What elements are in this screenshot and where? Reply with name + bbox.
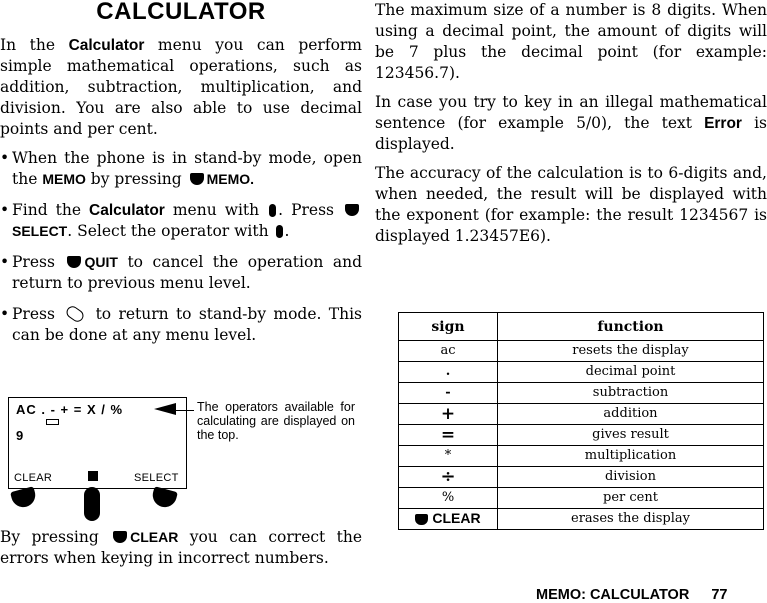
display-callout: The operators available for calculating are displayed on the top. [197, 400, 355, 442]
sign-cell: * [399, 446, 498, 467]
table-row [399, 383, 764, 404]
paragraph: The maximum size of a number is 8 digits. When using a decimal point, the amount of digits will be 7 plus the decimal point (for example: 123456.7). [375, 1, 767, 82]
phone-display [8, 397, 187, 489]
list-item [0, 304, 362, 346]
function-cell: subtraction [498, 383, 764, 404]
sign-cell: % [399, 488, 498, 509]
right-column [375, 0, 767, 255]
item-text: Find the [12, 201, 90, 219]
function-cell: decimal point [498, 362, 764, 383]
key-label: CLEAR [432, 510, 481, 526]
function-cell: resets the display [498, 341, 764, 362]
intro-text-rest: menu you can perform simple mathematical operations, such as addition, subtraction, multiplication, and division. You are also able to use decimal points and per cent. [0, 36, 363, 138]
instruction-list [0, 148, 362, 346]
table-row [399, 467, 764, 488]
sign-cell: + [399, 404, 498, 425]
left-soft-label: CLEAR [14, 472, 53, 484]
function-cell: multiplication [498, 446, 764, 467]
item-text: When the phone is in stand-by mode, open the [12, 149, 362, 188]
key-label: MEMO. [206, 171, 255, 187]
item-text: by pressing [85, 170, 187, 188]
intro-paragraph [0, 35, 362, 140]
key-label: QUIT [84, 254, 118, 270]
header-sign: sign [399, 313, 498, 341]
list-item [0, 148, 362, 190]
function-cell: addition [498, 404, 764, 425]
soft-key-icon [113, 531, 127, 543]
key-label: SELECT [12, 223, 68, 239]
function-cell: division [498, 467, 764, 488]
table-row [399, 362, 764, 383]
table-row [399, 404, 764, 425]
scroll-key-icon [84, 487, 100, 521]
table-row [399, 446, 764, 467]
table-row [399, 425, 764, 446]
display-number: 9 [16, 428, 24, 443]
page-footer [536, 587, 727, 603]
sign-cell: . [399, 362, 498, 383]
soft-key-icon [67, 256, 81, 268]
display-operators: AC . - + = X / % [16, 402, 124, 417]
sign-cell: - [399, 383, 498, 404]
item-text: . Select the operator with [67, 222, 274, 240]
right-soft-key-icon [150, 486, 178, 510]
clear-paragraph [0, 527, 362, 569]
table-row [399, 488, 764, 509]
menu-name: Calculator [89, 202, 165, 219]
menu-name: Calculator [68, 37, 145, 54]
paragraph [375, 92, 767, 155]
table-row [399, 509, 764, 530]
scroll-key-icon [269, 204, 276, 217]
item-text: Press [12, 305, 63, 323]
key-label: CLEAR [130, 529, 179, 545]
function-cell: gives result [498, 425, 764, 446]
item-text: to cancel the operation and return to previous menu level. [12, 253, 362, 292]
table-header-row [399, 313, 764, 341]
item-text: In case you try to key in an illegal mathematical sentence (for example 5/0), the text [375, 93, 767, 132]
soft-key-icon [415, 514, 428, 525]
left-column [0, 0, 362, 356]
function-cell: per cent [498, 488, 764, 509]
left-soft-key-icon [10, 486, 38, 510]
item-text: menu with [164, 201, 268, 219]
item-text: is displayed. [375, 114, 767, 153]
item-text: Press [12, 253, 65, 271]
page-title: CALCULATOR [96, 0, 266, 25]
right-soft-label: SELECT [134, 472, 179, 484]
callout-line [172, 410, 194, 411]
end-key-icon [64, 304, 86, 324]
item-text: . [284, 222, 290, 240]
scroll-key-icon [276, 225, 283, 238]
error-label: Error [704, 115, 742, 132]
paragraph: The accuracy of the calculation is to 6-digits and, when needed, the result will be displayed with the exponent (for example: the result 1234567 is displayed 1.23457E6). [375, 164, 767, 245]
sign-cell: = [399, 425, 498, 446]
memo-label: MEMO [42, 171, 86, 187]
cursor-icon [46, 419, 59, 425]
intro-text: In the [0, 36, 69, 54]
list-item [0, 200, 362, 242]
item-text: you can correct the errors when keying in incorrect numbers. [0, 528, 363, 567]
item-text: . Press [278, 201, 343, 219]
function-cell: erases the display [498, 509, 764, 530]
footer-section: MEMO: CALCULATOR [536, 587, 690, 603]
pointer-arrow-icon [154, 403, 176, 415]
item-text: By pressing [0, 528, 111, 546]
soft-key-icon [190, 173, 204, 185]
list-item [0, 252, 362, 294]
sign-cell: ÷ [399, 467, 498, 488]
item-text: to return to stand-by mode. This can be done at any menu level. [12, 305, 362, 344]
sign-cell [399, 509, 498, 530]
page-number: 77 [711, 587, 728, 603]
soft-key-icon [345, 204, 359, 216]
battery-icon [88, 471, 98, 481]
table-row [399, 341, 764, 362]
operator-table [398, 312, 764, 530]
sign-cell: ac [399, 341, 498, 362]
header-function: function [498, 313, 764, 341]
